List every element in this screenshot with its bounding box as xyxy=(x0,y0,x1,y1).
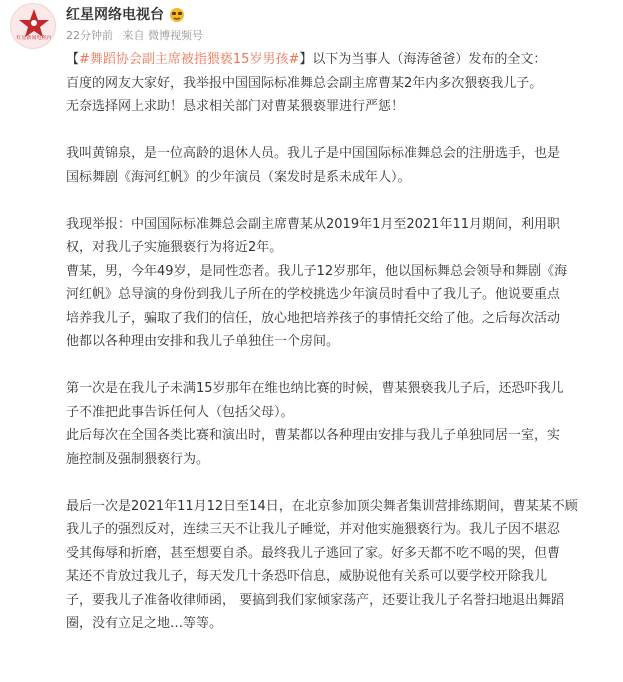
post-content xyxy=(66,48,614,636)
avatar-caption: 红星新闻电视台 xyxy=(16,35,52,41)
emoji-badge-icon xyxy=(169,7,185,23)
post-header xyxy=(10,3,610,51)
author-name[interactable]: 红星网络电视台 xyxy=(66,7,164,23)
topic-close-bracket: 】 xyxy=(299,52,313,67)
spacer xyxy=(66,471,614,495)
spacer xyxy=(66,119,614,143)
spacer xyxy=(66,354,614,378)
paragraph-3: 我现举报：中国国际标准舞总会副主席曹某从2019年1月至2021年11月期间，利用职 权，对我儿子实施猥亵行为将近2年。 曹某，男，今年49岁，是同性恋者。我儿子12岁那年，他以国标舞总会领导和舞剧《海 河红帆》总导演的身份到我儿子所在的学校挑选少年演员时看中了我儿子。他说要重点 培养我儿子，骗取了我们的信任，放心地把培养孩子的事情托交给了他。之后每次活动 他都以各种理由安排和我儿子单独住一个房间。 xyxy=(66,216,568,349)
topic-line xyxy=(66,48,614,72)
avatar[interactable] xyxy=(10,3,56,49)
post-time[interactable]: 22分钟前 xyxy=(66,29,113,42)
paragraph-2: 我叫黄锦泉，是一位高龄的退休人员。我儿子是中国国际标准舞总会的注册选手，也是 国标舞剧《海河红帆》的少年演员（案发时是系未成年人）。 xyxy=(66,146,561,185)
post-source[interactable]: 来自 微博视频号 xyxy=(122,29,203,42)
post-meta xyxy=(66,28,209,43)
topic-open-bracket: 【 xyxy=(66,52,80,67)
paragraph-5: 最后一次是2021年11月12日至14日，在北京参加顶尖舞者集训营排练期间，曹某某不顾 我儿子的强烈反对，连续三天不让我儿子睡觉，并对他实施猥亵行为。我儿子因不堪忍 受其侮辱和折磨，甚至想要自杀。最终我儿子逃回了家。好多天都不吃不喝的哭，但曹 某还不肯放过我儿子，每天发几十条恐吓信息，威胁说他有关系可以要学校开除我儿 子，要我儿子准备收律师函， 要搞到我们家倾家荡产，还要让我儿子名誉扫地退出舞蹈 圈，没有立足之地…等等。 xyxy=(66,498,578,631)
paragraph-1: 百度的网友大家好，我举报中国国际标准舞总会副主席曹某2年内多次猥亵我儿子。 无奈选择网上求助！恳求相关部门对曹某猥亵罪进行严惩！ xyxy=(66,75,543,114)
topic-link[interactable]: #舞蹈协会副主席被指猥亵15岁男孩# xyxy=(79,52,300,67)
paragraph-4: 第一次是在我儿子未满15岁那年在维也纳比赛的时候，曹某猥亵我儿子后，还恐吓我儿 子不准把此事告诉任何人（包括父母）。 此后每次在全国各类比赛和演出时，曹某都以各种理由安排与我儿子单独同居一室，实 施控制及强制猥亵行为。 xyxy=(66,381,564,467)
red-star-logo-icon xyxy=(11,4,56,49)
spacer xyxy=(66,189,614,213)
topic-suffix: 以下为当事人（海涛爸爸）发布的全文： xyxy=(312,52,547,67)
